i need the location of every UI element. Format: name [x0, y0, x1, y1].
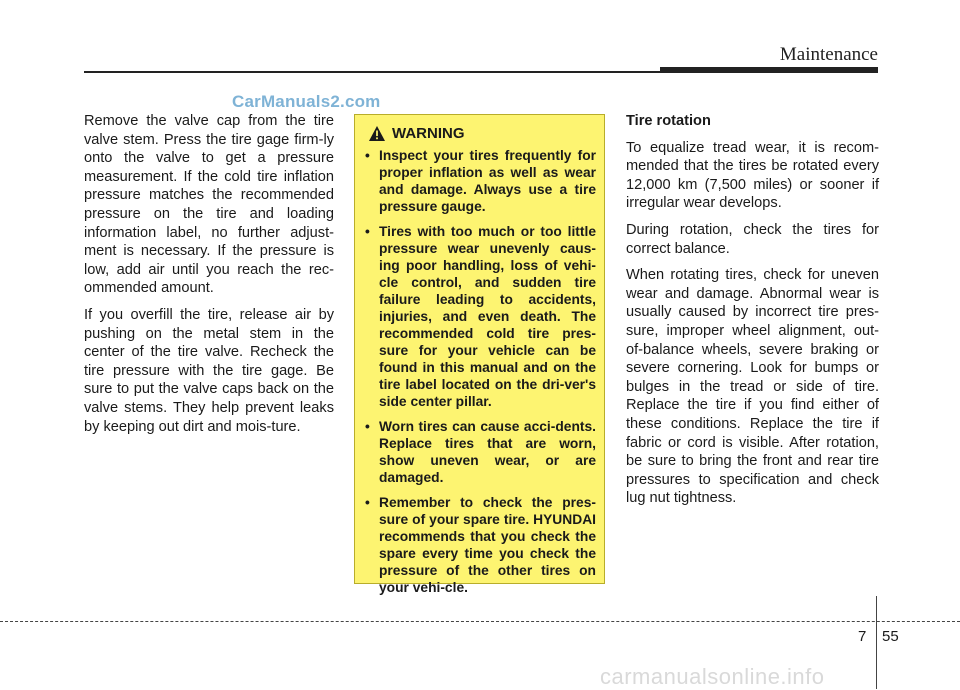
- warning-item: • Inspect your tires frequently for proper inflation as well as wear and damage. Always use a tire pressure gauge.: [365, 147, 596, 215]
- right-paragraph: To equalize tread wear, it is recom-mended that the tires be rotated every 12,000 km (7,500 miles) or sooner if irregular wear develops.: [626, 139, 879, 212]
- watermark-bottom: carmanualsonline.info: [600, 664, 825, 689]
- page-number: 55: [882, 628, 899, 645]
- footer-vertical-line: [876, 596, 877, 689]
- watermark-top: CarManuals2.com: [232, 92, 381, 111]
- warning-title: WARNING: [392, 125, 465, 142]
- header-rule-thin: [84, 71, 660, 73]
- chapter-number: 7: [858, 628, 867, 645]
- left-paragraph: If you overfill the tire, release air by pushing on the metal stem in the center of the tire valve. Recheck the tire pressure with the tire gage. Be sure to put the valve caps back on the valve stems. They help prevent leaks by keeping out dirt and mois-ture.: [84, 306, 334, 435]
- right-paragraph: During rotation, check the tires for correct balance.: [626, 221, 879, 257]
- header-rule-thick: [660, 67, 878, 73]
- right-column: [626, 112, 879, 516]
- right-paragraph: When rotating tires, check for uneven wear and damage. Abnormal wear is usually caused by incorrect tire pres-sure, improper wheel alignment, out-of-balance wheels, severe braking or severe cornering. Look for bumps or bulges in the tread or side of tire. Replace the tire if you find either of these conditions. Replace the tire if fabric or cord is visible. After rotation, be sure to bring the front and rear tire pressures to specification and check lug nut tightness.: [626, 267, 879, 507]
- left-column: [84, 112, 334, 444]
- footer-dashed-line: [0, 621, 960, 622]
- warning-box: [354, 114, 605, 595]
- warning-item: • Worn tires can cause acci-dents. Replace tires that are worn, show uneven wear, or are damaged.: [365, 418, 596, 486]
- warning-list: [365, 147, 596, 596]
- warning-item: • Remember to check the pres-sure of your spare tire. HYUNDAI recommends that you check the spare every time you check the pressure of the other tires on your vehi-cle.: [365, 494, 596, 596]
- warning-item: • Tires with too much or too little pressure wear unevenly caus-ing poor handling, loss of vehi-cle control, and sudden tire failure leading to accidents, injuries, and even death. The recommended cold tire pres-sure for your vehicle can be found in this manual and on the tire label located on the dri-ver's side center pillar.: [365, 223, 596, 410]
- warning-header: [365, 125, 596, 142]
- warning-triangle-icon: [369, 126, 385, 141]
- section-title: Maintenance: [779, 44, 878, 65]
- left-paragraph: Remove the valve cap from the tire valve stem. Press the tire gage firm-ly onto the valve to get a pressure measurement. If the cold tire inflation pressure matches the recommended pressure on the tire and loading information label, no further adjust-ment is necessary. If the pressure is low, add air until you reach the rec-ommended amount.: [84, 113, 334, 297]
- tire-rotation-heading: Tire rotation: [626, 113, 711, 129]
